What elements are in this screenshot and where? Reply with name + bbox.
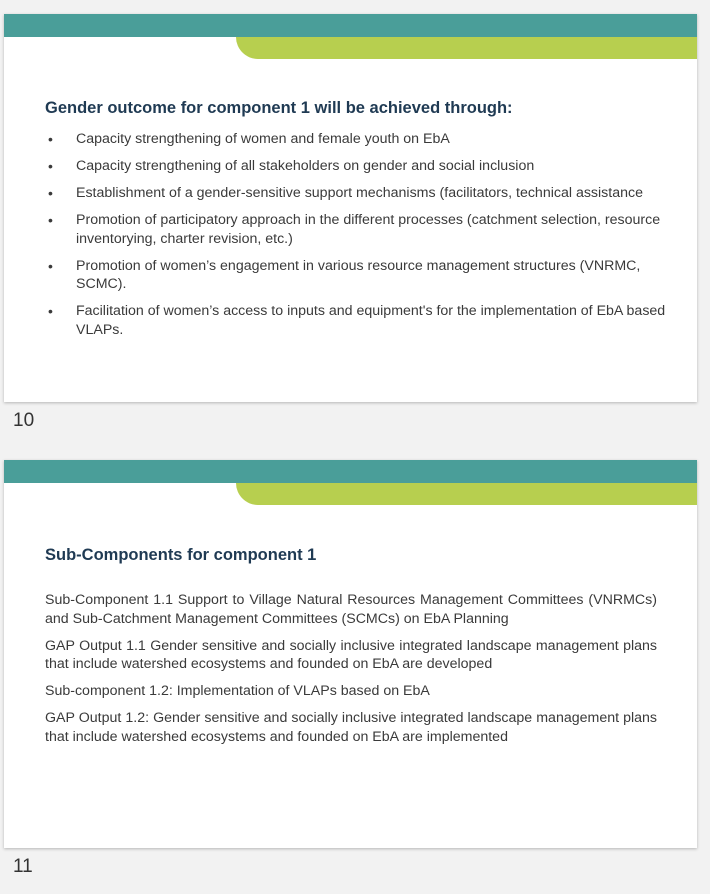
list-item-text: Establishment of a gender-sensitive support mechanisms (facilitators, technical assistance — [76, 185, 643, 201]
slide-title: Sub-Components for component 1 — [45, 546, 317, 564]
slide-title: Gender outcome for component 1 will be achieved through: — [45, 99, 513, 117]
paragraph: Sub-Component 1.1 Support to Village Natural Resources Management Committees (VNRMCs) and Sub-Catchment Management Committees (SCMCs) on EbA Planning — [45, 592, 657, 627]
list-item-text: Promotion of participatory approach in the different processes (catchment selection, resource inventorying, charter revision, etc.) — [76, 212, 661, 247]
paragraph: Sub-component 1.2: Implementation of VLAPs based on EbA — [45, 683, 430, 699]
list-item-text: Capacity strengthening of all stakeholders on gender and social inclusion — [76, 158, 535, 174]
bullet-icon: • — [48, 185, 53, 201]
slide-10[interactable] — [4, 14, 697, 402]
list-item-text: Capacity strengthening of women and female youth on EbA — [76, 131, 450, 147]
header-band-green — [236, 483, 697, 505]
bullet-icon: • — [48, 158, 53, 174]
list-item — [45, 257, 670, 294]
paragraph: GAP Output 1.2: Gender sensitive and socially inclusive integrated landscape management plans that include watershed ecosystems and founded on EbA are implemented — [45, 710, 657, 745]
list-item — [45, 157, 670, 176]
list-item — [45, 211, 670, 248]
slide-11[interactable] — [4, 460, 697, 848]
bullet-icon: • — [48, 303, 53, 319]
paragraph-block — [45, 591, 657, 755]
paragraph: GAP Output 1.1 Gender sensitive and socially inclusive integrated landscape management plans that include watershed ecosystems and founded on EbA are developed — [45, 637, 657, 672]
list-item — [45, 184, 670, 203]
list-item — [45, 302, 670, 339]
bullet-icon: • — [48, 257, 53, 274]
page-number: 11 — [13, 856, 33, 877]
list-item — [45, 130, 670, 149]
bullet-icon: • — [48, 212, 53, 228]
bullet-icon: • — [48, 131, 53, 147]
bullet-list — [45, 130, 670, 348]
list-item-text: Facilitation of women’s access to inputs and equipment's for the implementation of EbA based VLAPs. — [76, 303, 666, 338]
header-band-teal — [4, 14, 697, 37]
page-number: 10 — [13, 410, 35, 431]
list-item-text: Promotion of women’s engagement in various resource management structures (VNRMC, SCMC). — [76, 257, 641, 292]
header-band-teal — [4, 460, 697, 483]
header-band-green — [236, 37, 697, 59]
